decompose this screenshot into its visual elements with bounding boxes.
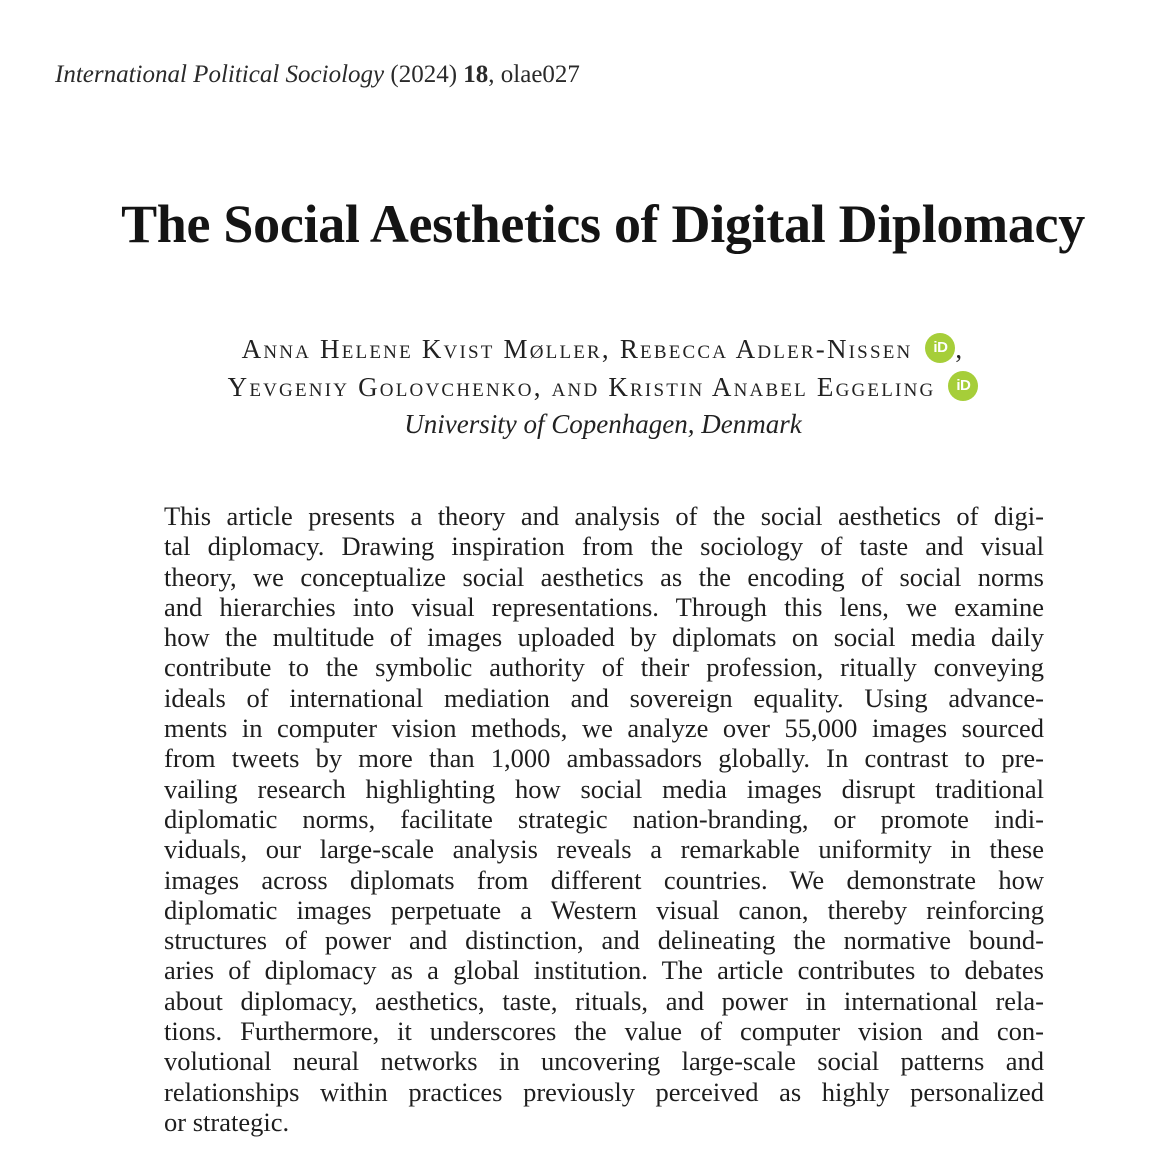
journal-name: International Political Sociology	[55, 61, 385, 88]
abstract-line: vailing research highlighting how social media images disrupt traditional	[164, 773, 1044, 804]
abstract-line: tal diplomacy. Drawing inspiration from the sociology of taste and visual	[164, 531, 1044, 562]
abstract-line: relationships within practices previously perceived as highly personalized	[164, 1076, 1044, 1107]
journal-year: (2024)	[390, 61, 458, 88]
journal-citation	[55, 58, 580, 92]
orcid-icon[interactable]: iD	[925, 333, 955, 363]
abstract-line: images across diplomats from different countries. We demonstrate how	[164, 864, 1044, 895]
abstract-line: theory, we conceptualize social aesthetics as the encoding of social norms	[164, 561, 1044, 592]
abstract-line: about diplomacy, aesthetics, taste, rituals, and power in international rela-	[164, 985, 1044, 1016]
abstract-line: and hierarchies into visual representations. Through this lens, we examine	[164, 591, 1044, 622]
abstract-line: structures of power and distinction, and delineating the normative bound-	[164, 925, 1044, 956]
abstract-line: tions. Furthermore, it underscores the value of computer vision and con-	[164, 1016, 1044, 1047]
abstract-line: volutional neural networks in uncovering large-scale social patterns and	[164, 1046, 1044, 1077]
abstract-line: or strategic.	[164, 1106, 290, 1137]
abstract-line: diplomatic norms, facilitate strategic nation-branding, or promote indi-	[164, 803, 1044, 834]
orcid-icon[interactable]: iD	[948, 371, 978, 401]
abstract-line: viduals, our large-scale analysis reveals a remarkable uniformity in these	[164, 834, 1044, 865]
abstract-line: contribute to the symbolic authority of their profession, ritually conveying	[164, 652, 1044, 683]
author-affiliation: University of Copenhagen, Denmark	[404, 409, 802, 439]
abstract	[164, 501, 1044, 1137]
journal-volume: 18	[463, 61, 489, 88]
author-separator: ,	[955, 334, 965, 364]
abstract-line: ideals of international mediation and sovereign equality. Using advance-	[164, 682, 1044, 713]
abstract-line: diplomatic images perpetuate a Western visual canon, thereby reinforcing	[164, 894, 1044, 925]
article-id: , olae027	[488, 61, 580, 88]
author-line-2	[0, 368, 1170, 406]
abstract-line: This article presents a theory and analysis of the social aesthetics of digi-	[164, 501, 1044, 531]
abstract-line: from tweets by more than 1,000 ambassadors globally. In contrast to pre-	[164, 743, 1044, 774]
article-title: The Social Aesthetics of Digital Diplomacy	[121, 194, 1085, 254]
abstract-line: ments in computer vision methods, we analyze over 55,000 images sourced	[164, 713, 1044, 744]
abstract-line: how the multitude of images uploaded by diplomats on social media daily	[164, 622, 1044, 653]
author-line-1	[0, 330, 1170, 368]
author-names-1: Anna Helene Kvist Møller, Rebecca Adler-Nissen	[241, 334, 913, 364]
author-names-2: Yevgeniy Golovchenko, and Kristin Anabel Eggeling	[227, 372, 936, 402]
author-block	[0, 330, 1170, 442]
abstract-line: aries of diplomacy as a global institution. The article contributes to debates	[164, 955, 1044, 986]
